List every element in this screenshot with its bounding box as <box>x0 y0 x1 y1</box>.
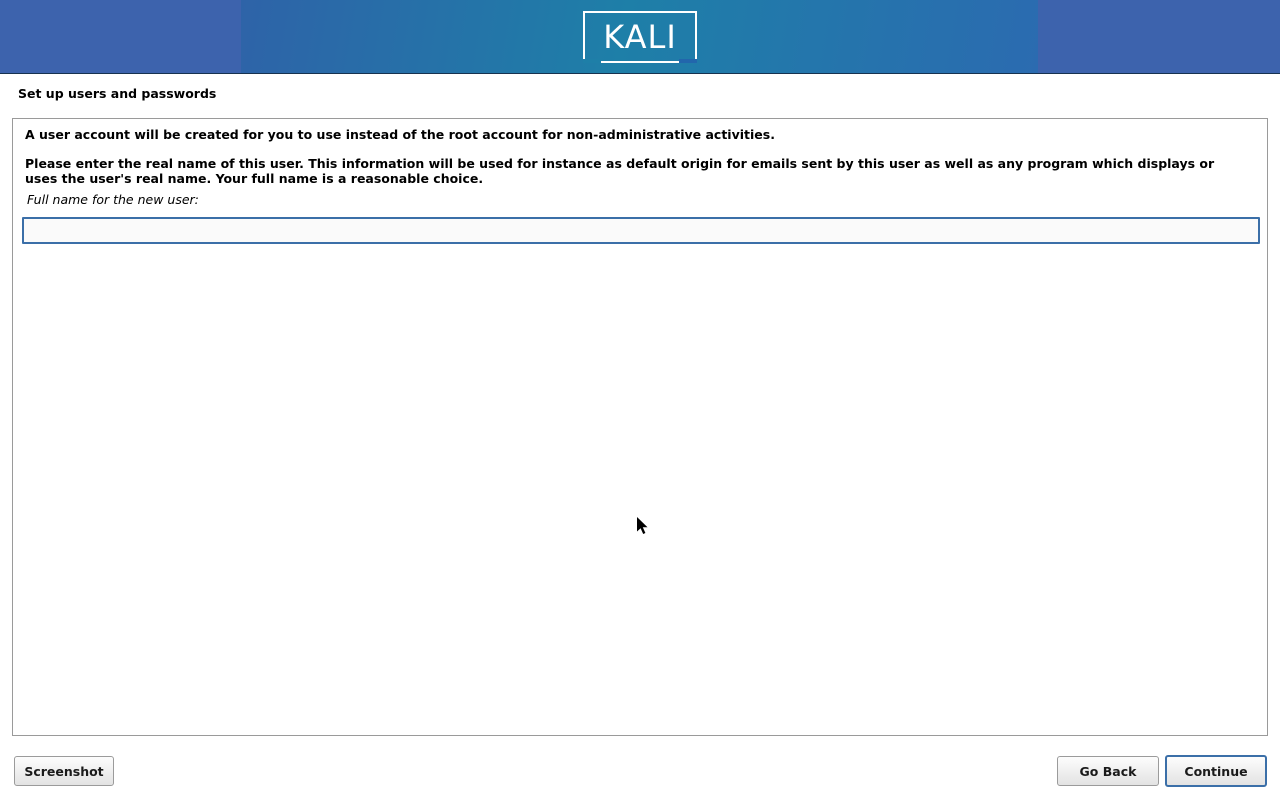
go-back-button[interactable]: Go Back <box>1057 756 1159 786</box>
continue-button[interactable]: Continue <box>1165 755 1267 787</box>
content-panel-inner <box>13 119 1267 735</box>
page-title: Set up users and passwords <box>18 86 217 101</box>
kali-logo-icon: KALI <box>583 11 697 63</box>
content-panel <box>12 118 1268 736</box>
banner-left-fill <box>0 0 241 74</box>
screenshot-button[interactable]: Screenshot <box>14 756 114 786</box>
fullname-input[interactable] <box>22 217 1260 244</box>
banner-divider <box>0 73 1280 74</box>
banner-right-fill <box>1038 0 1280 74</box>
info-paragraph-secondary: Please enter the real name of this user. This information will be used for instance as default origin for emails sent by this user as well as any program which displays or uses the user's real name. Your full name is a reasonable choice. <box>25 156 1215 186</box>
info-paragraph-primary: A user account will be created for you to use instead of the root account for non-administrative activities. <box>25 127 775 142</box>
installer-banner <box>0 0 1280 74</box>
kali-logo-notch-left <box>583 59 601 63</box>
kali-logo-notch-right <box>679 59 697 63</box>
fullname-field-label: Full name for the new user: <box>27 192 199 207</box>
mouse-pointer-icon <box>637 517 649 535</box>
